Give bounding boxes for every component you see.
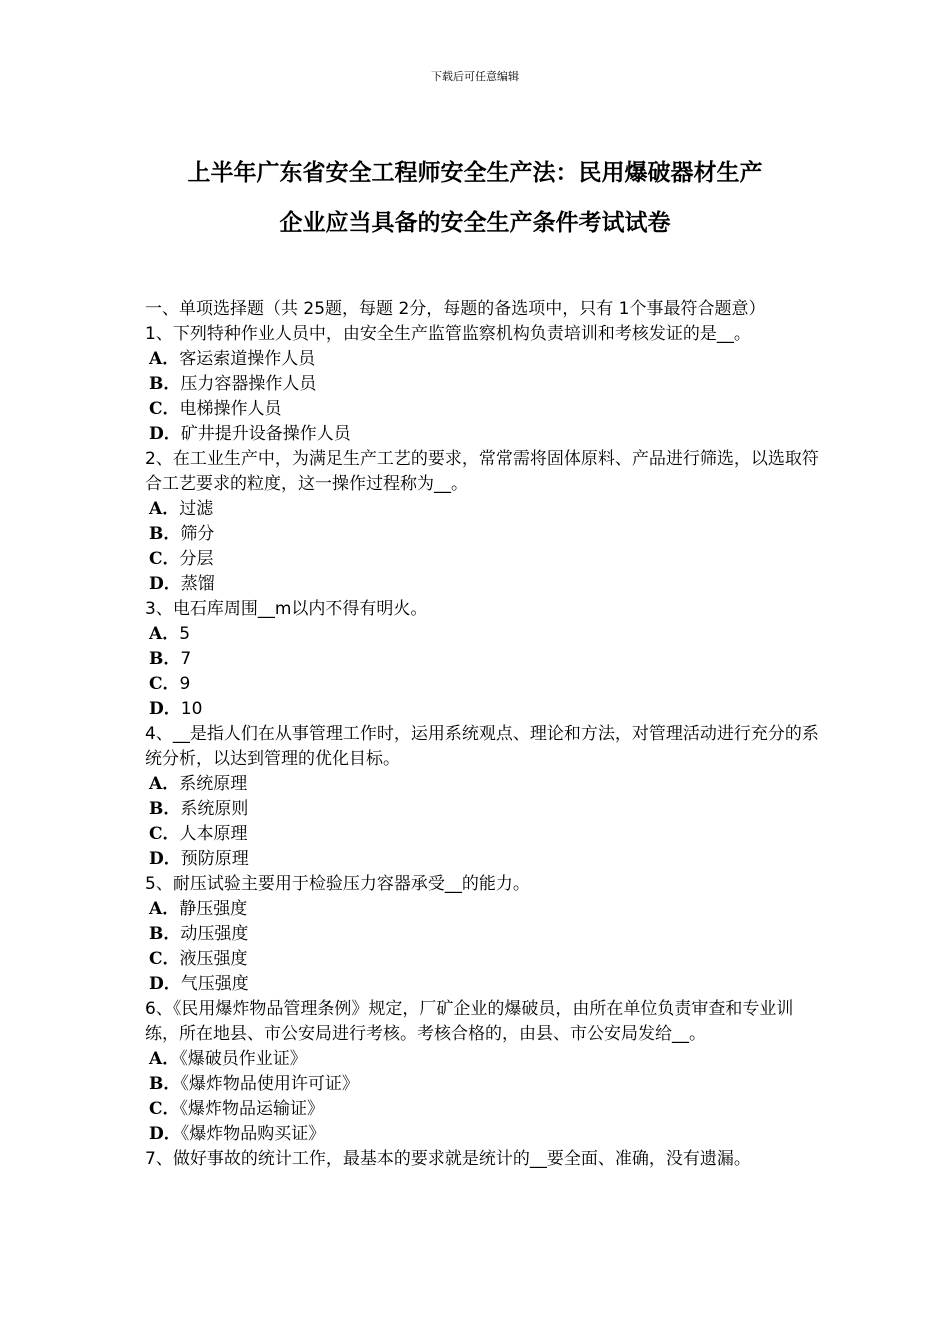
option-letter: B． bbox=[149, 924, 181, 944]
option-text: 静压强度 bbox=[179, 899, 248, 919]
option-letter: D． bbox=[149, 574, 181, 594]
answer-option bbox=[145, 522, 825, 547]
option-text: 9 bbox=[179, 674, 191, 694]
answer-option bbox=[145, 947, 825, 972]
option-letter: B． bbox=[149, 1074, 181, 1094]
option-letter: A． bbox=[149, 774, 180, 794]
option-letter: C． bbox=[149, 949, 180, 969]
answer-option bbox=[145, 547, 825, 572]
answer-option bbox=[145, 397, 825, 422]
answer-option bbox=[145, 647, 825, 672]
question-list bbox=[145, 322, 825, 1172]
question-5 bbox=[145, 872, 825, 997]
option-text: 矿井提升设备操作人员 bbox=[180, 424, 351, 444]
question-6 bbox=[145, 997, 825, 1147]
option-letter: B． bbox=[149, 799, 181, 819]
answer-option bbox=[145, 1047, 825, 1072]
question-2 bbox=[145, 447, 825, 597]
answer-option bbox=[145, 622, 825, 647]
page-title bbox=[130, 148, 820, 248]
question-stem: 5、耐压试验主要用于检验压力容器承受__的能力。 bbox=[145, 874, 530, 894]
option-text: 预防原理 bbox=[180, 849, 249, 869]
option-letter: A． bbox=[149, 349, 180, 369]
answer-option bbox=[145, 772, 825, 797]
option-text: 筛分 bbox=[180, 524, 215, 544]
answer-option bbox=[145, 1097, 825, 1122]
answer-option bbox=[145, 697, 825, 722]
question-7 bbox=[145, 1147, 825, 1172]
option-text: 系统原理 bbox=[179, 774, 248, 794]
option-text: 动压强度 bbox=[180, 924, 249, 944]
question-stem: 2、在工业生产中，为满足生产工艺的要求，常常需将固体原料、产品进行筛选，以选取符合工艺要求的粒度，这一操作过程称为__。 bbox=[145, 449, 819, 494]
option-text: 人本原理 bbox=[179, 824, 248, 844]
question-4 bbox=[145, 722, 825, 872]
question-stem: 3、电石库周围__m以内不得有明火。 bbox=[145, 599, 428, 619]
option-letter: D． bbox=[149, 1124, 181, 1144]
exam-body bbox=[145, 297, 825, 1172]
answer-option bbox=[145, 847, 825, 872]
title-line-1: 上半年广东省安全工程师安全生产法：民用爆破器材生产 bbox=[187, 160, 763, 186]
question-stem: 7、做好事故的统计工作，最基本的要求就是统计的__要全面、准确，没有遗漏。 bbox=[145, 1149, 751, 1169]
answer-option bbox=[145, 922, 825, 947]
option-letter: A． bbox=[149, 499, 180, 519]
answer-option bbox=[145, 497, 825, 522]
option-letter: D． bbox=[149, 849, 181, 869]
answer-option bbox=[145, 972, 825, 997]
option-text: 液压强度 bbox=[179, 949, 248, 969]
question-stem: 4、__是指人们在从事管理工作时，运用系统观点、理论和方法，对管理活动进行充分的系统分析，以达到管理的优化目标。 bbox=[145, 724, 819, 769]
answer-option bbox=[145, 422, 825, 447]
option-text: 《爆破员作业证》 bbox=[179, 1049, 307, 1069]
answer-option bbox=[145, 1122, 825, 1147]
option-text: 系统原则 bbox=[180, 799, 249, 819]
answer-option bbox=[145, 897, 825, 922]
option-text: 《爆炸物品运输证》 bbox=[179, 1099, 325, 1119]
option-text: 《爆炸物品使用许可证》 bbox=[180, 1074, 359, 1094]
option-letter: C． bbox=[149, 824, 180, 844]
option-text: 《爆炸物品购买证》 bbox=[180, 1124, 326, 1144]
option-letter: C． bbox=[149, 399, 180, 419]
option-text: 气压强度 bbox=[180, 974, 249, 994]
option-text: 过滤 bbox=[179, 499, 214, 519]
question-1 bbox=[145, 322, 825, 447]
answer-option bbox=[145, 1072, 825, 1097]
option-letter: D． bbox=[149, 974, 181, 994]
header-note: 下载后可任意编辑 bbox=[431, 70, 519, 83]
option-letter: A． bbox=[149, 899, 180, 919]
option-text: 蒸馏 bbox=[180, 574, 215, 594]
option-text: 电梯操作人员 bbox=[179, 399, 282, 419]
option-text: 10 bbox=[180, 699, 203, 719]
answer-option bbox=[145, 572, 825, 597]
answer-option bbox=[145, 347, 825, 372]
option-letter: A． bbox=[149, 1049, 180, 1069]
answer-option bbox=[145, 672, 825, 697]
option-text: 压力容器操作人员 bbox=[180, 374, 317, 394]
section-heading: 一、单项选择题（共 25题，每题 2分，每题的备选项中，只有 1个事最符合题意） bbox=[145, 299, 766, 319]
option-text: 分层 bbox=[179, 549, 214, 569]
option-letter: B． bbox=[149, 524, 181, 544]
option-text: 5 bbox=[179, 624, 191, 644]
question-stem: 1、下列特种作业人员中，由安全生产监管监察机构负责培训和考核发证的是__。 bbox=[145, 324, 751, 344]
question-3 bbox=[145, 597, 825, 722]
option-letter: C． bbox=[149, 1099, 180, 1119]
option-letter: B． bbox=[149, 649, 181, 669]
option-letter: B． bbox=[149, 374, 181, 394]
option-text: 客运索道操作人员 bbox=[179, 349, 316, 369]
answer-option bbox=[145, 372, 825, 397]
option-letter: D． bbox=[149, 699, 181, 719]
option-letter: D． bbox=[149, 424, 181, 444]
option-letter: A． bbox=[149, 624, 180, 644]
title-line-2: 企业应当具备的安全生产条件考试试卷 bbox=[279, 210, 671, 236]
answer-option bbox=[145, 822, 825, 847]
option-text: 7 bbox=[180, 649, 192, 669]
answer-option bbox=[145, 797, 825, 822]
option-letter: C． bbox=[149, 674, 180, 694]
question-stem: 6、《民用爆炸物品管理条例》规定，厂矿企业的爆破员，由所在单位负责审查和专业训练，所在地县、市公安局进行考核。考核合格的，由县、市公安局发给__。 bbox=[145, 999, 794, 1044]
option-letter: C． bbox=[149, 549, 180, 569]
